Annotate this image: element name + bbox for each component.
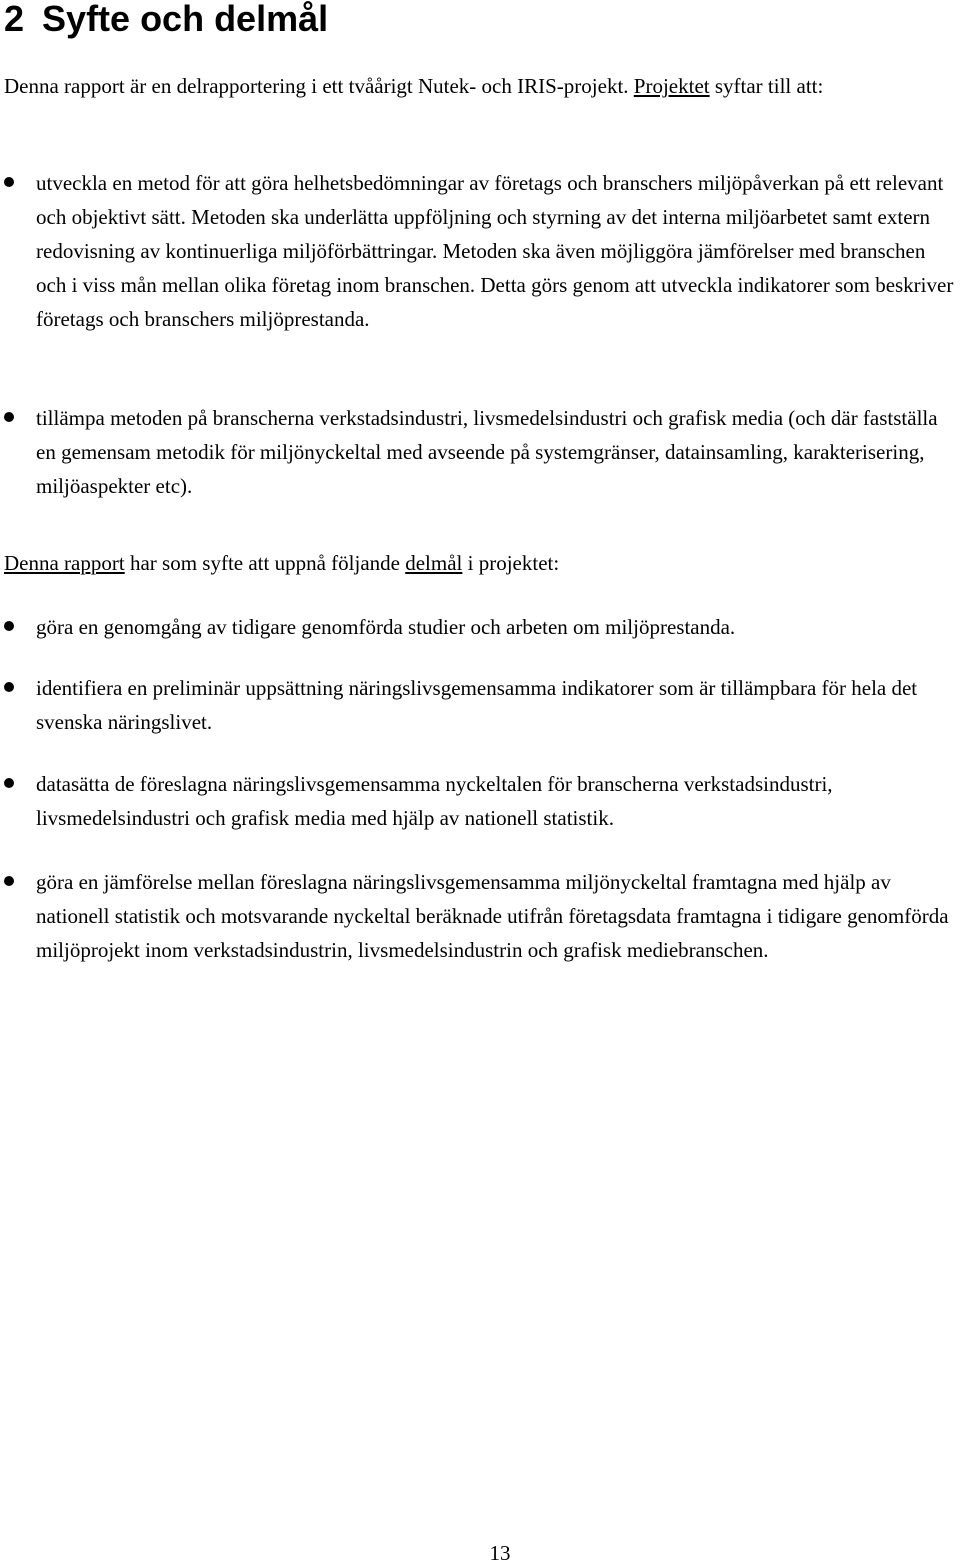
list-item-text: identifiera en preliminär uppsättning näringslivsgemensamma indikatorer som är tillämpbara för hela det svenska näringslivet. [36, 676, 918, 734]
list-item-text: tillämpa metoden på branscherna verkstadsindustri, livsmedelsindustri och grafisk media (och där fastställa en gemensam metodik för miljönyckeltal med avseende på systemgränser, datainsamling, karakterisering, miljöaspekter etc). [36, 406, 938, 498]
bullet-icon [4, 412, 14, 422]
list-item [36, 865, 958, 967]
bullet-icon [4, 876, 14, 886]
bullet-icon [4, 778, 14, 788]
section-number: 2 [4, 0, 25, 39]
list-item-text: göra en jämförelse mellan föreslagna näringslivsgemensamma miljönyckeltal framtagna med hjälp av nationell statistik och motsvarande nyckeltal beräknade utifrån företagsdata framtagna i tidigare genomförda miljöprojekt inom verkstadsindustrin, livsmedelsindustrin och grafisk mediebranschen. [36, 870, 949, 962]
subgoals-text: har som syfte att uppnå följande [124, 551, 406, 575]
list-item [36, 166, 958, 336]
intro-underlined-word: Projektet [633, 74, 710, 98]
intro-text-start: Denna rapport är en delrapportering i ett tvåårigt Nutek- och IRIS-projekt. [4, 74, 634, 98]
intro-paragraph [4, 69, 954, 103]
bullet-icon [4, 621, 14, 631]
section-title: Syfte och delmål [42, 0, 329, 39]
list-item [36, 671, 958, 739]
section-heading [4, 0, 328, 44]
list-item-text: göra en genomgång av tidigare genomförda studier och arbeten om miljöprestanda. [36, 615, 736, 639]
list-item-text: utveckla en metod för att göra helhetsbedömningar av företags och branschers miljöpåverkan på ett relevant och objektivt sätt. Metoden ska underlätta uppföljning och styrning av det interna miljöarbetet samt extern redovisning av kontinuerliga miljöförbättringar. Metoden ska även möjliggöra jämförelser med branschen och i viss mån mellan olika företag inom branschen. Detta görs genom att utveckla indikatorer som beskriver företags och branschers miljöprestanda. [36, 171, 954, 331]
intro-text-end: syftar till att: [709, 74, 824, 98]
subgoals-underlined-word: delmål [405, 551, 463, 575]
bullet-icon [4, 682, 14, 692]
list-item-text: datasätta de föreslagna näringslivsgemensamma nyckeltalen för branscherna verkstadsindustri, livsmedelsindustri och grafisk media med hjälp av nationell statistik. [36, 772, 833, 830]
page-number: 13 [489, 1541, 511, 1565]
list-item [36, 610, 958, 644]
subgoals-text-end: i projektet: [462, 551, 560, 575]
subgoals-intro-paragraph [4, 546, 954, 580]
list-item [36, 401, 958, 503]
list-item [36, 767, 958, 835]
bullet-icon [4, 177, 14, 187]
subgoals-underlined-phrase: Denna rapport [4, 551, 125, 575]
